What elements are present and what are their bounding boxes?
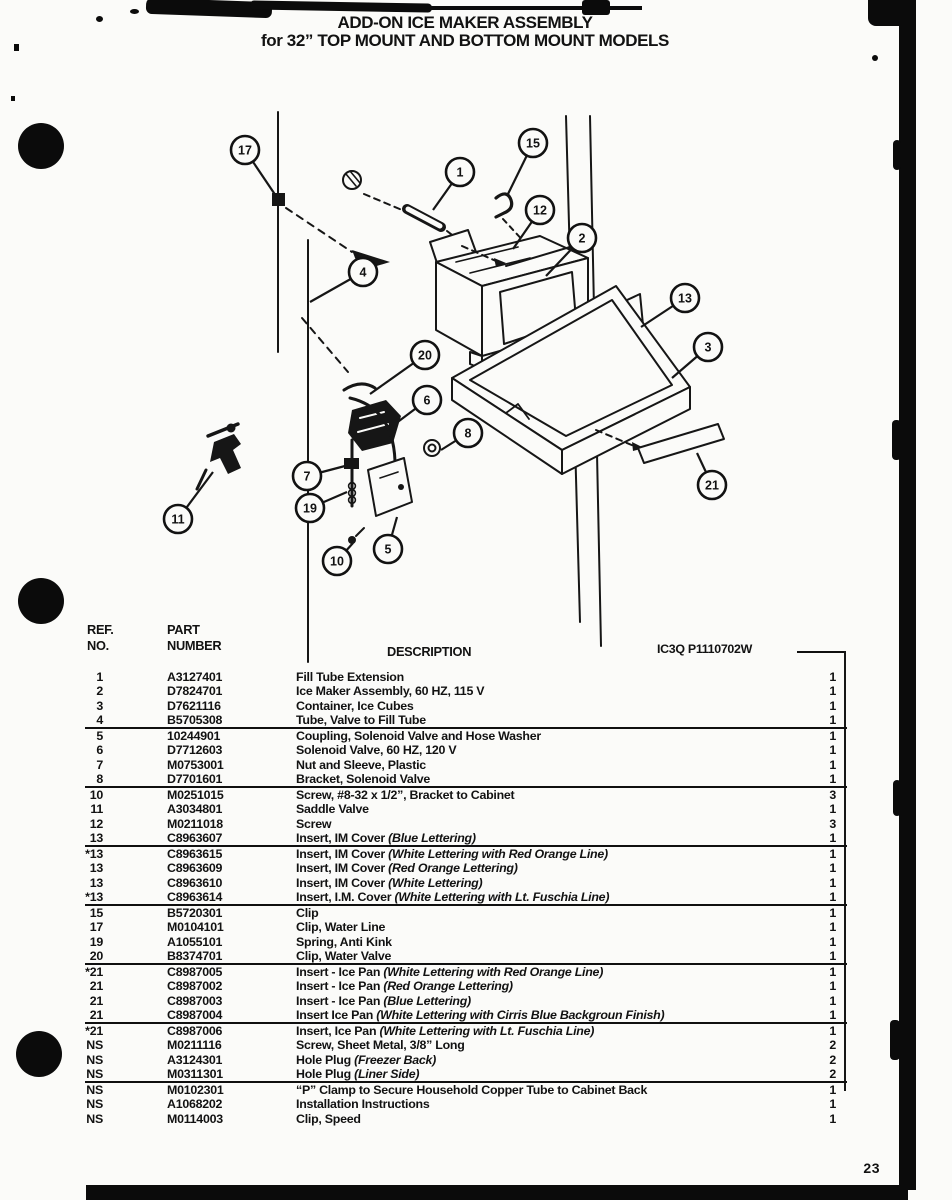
parts-group (85, 1022, 847, 1081)
quantity-cell: 1 (829, 993, 836, 1008)
part-number-cell: 10244901 (167, 729, 221, 743)
part-number-cell: C8987005 (167, 965, 223, 979)
description-cell (296, 861, 826, 875)
part-number-cell: M0211116 (167, 1038, 222, 1053)
ref-no-cell: 1 (96, 670, 103, 684)
quantity-cell: 1 (829, 698, 836, 713)
ref-no-cell: *13 (85, 889, 103, 904)
description-text: Saddle Valve (296, 802, 369, 817)
col-header-part: PART (167, 622, 200, 637)
description-text: Clip, Speed (296, 1111, 361, 1126)
col-header-ref2: NO. (87, 638, 109, 653)
description-cell (296, 847, 826, 861)
quantity-cell: 1 (829, 729, 836, 743)
quantity-cell: 1 (829, 670, 836, 684)
ref-no-cell: 15 (89, 906, 103, 920)
ref-no-cell: NS (86, 1038, 103, 1053)
description-variant-text: (White Lettering with Red Orange Line) (383, 965, 604, 979)
part-number-cell: A1068202 (167, 1097, 223, 1112)
description-cell (296, 699, 826, 713)
description-cell (296, 743, 826, 757)
description-cell (296, 1038, 826, 1052)
table-row (85, 1067, 847, 1081)
parts-rows (85, 670, 847, 1126)
table-row (85, 713, 847, 727)
callout-number-2: 2 (578, 231, 586, 246)
description-text: Clip, Water Line (296, 920, 386, 935)
description-cell (296, 890, 826, 904)
part-number-cell: A3124301 (167, 1052, 223, 1067)
ref-no-cell: NS (86, 1083, 103, 1097)
callout-number-13: 13 (678, 291, 692, 306)
part-number-cell: A3034801 (167, 802, 223, 817)
table-row (85, 920, 847, 934)
ref-no-cell: 21 (89, 979, 103, 994)
parts-group (85, 1081, 847, 1126)
description-cell (296, 1067, 826, 1081)
parts-group (85, 845, 847, 904)
description-text: Insert, I.M. Cover (296, 889, 395, 904)
callout-number-21: 21 (705, 478, 719, 493)
table-row (85, 699, 847, 713)
quantity-cell: 1 (829, 906, 836, 920)
table-row (85, 906, 847, 920)
description-cell (296, 713, 826, 727)
description-variant-text: (White Lettering) (388, 875, 483, 890)
table-row (85, 979, 847, 993)
callout-number-4: 4 (359, 265, 367, 280)
description-text: Tube, Valve to Fill Tube (296, 712, 426, 727)
table-row (85, 788, 847, 802)
quantity-cell: 1 (829, 847, 836, 861)
table-row (85, 861, 847, 875)
quantity-cell: 2 (829, 1052, 836, 1067)
ref-no-cell: NS (86, 1097, 103, 1112)
quantity-cell: 1 (829, 979, 836, 994)
part-number-cell: C8963609 (167, 861, 223, 876)
callout-number-1: 1 (456, 165, 464, 180)
description-text: Insert, IM Cover (296, 875, 389, 890)
description-text: Insert, Ice Pan (296, 1024, 380, 1038)
callout-number-5: 5 (384, 542, 392, 557)
description-cell (296, 758, 826, 772)
part-number-cell: D7701601 (167, 771, 223, 786)
description-text: Spring, Anti Kink (296, 934, 392, 949)
description-variant-text: (White Lettering with Lt. Fuschia Line) (394, 889, 610, 904)
quantity-cell: 1 (829, 948, 836, 963)
ref-no-cell: 2 (96, 684, 103, 699)
quantity-cell: 2 (829, 1066, 836, 1081)
callout-number-3: 3 (704, 340, 712, 355)
quantity-cell: 1 (829, 861, 836, 876)
description-text: Hole Plug (296, 1066, 355, 1081)
quantity-cell: 1 (829, 889, 836, 904)
callout-number-12: 12 (533, 203, 547, 218)
table-row (85, 831, 847, 845)
part-number-cell: M0211018 (167, 816, 223, 831)
description-cell (296, 729, 826, 743)
description-cell (296, 935, 826, 949)
parts-group (85, 963, 847, 1022)
description-cell (296, 817, 826, 831)
parts-group (85, 786, 847, 845)
part-number-cell: M0753001 (167, 757, 224, 772)
description-cell (296, 876, 826, 890)
table-row (85, 1008, 847, 1022)
description-variant-text: (Freezer Back) (354, 1052, 436, 1067)
ref-no-cell: 4 (96, 712, 103, 727)
table-row (85, 994, 847, 1008)
ref-no-cell: 3 (96, 698, 103, 713)
table-row (85, 1038, 847, 1052)
ref-no-cell: 21 (89, 1007, 103, 1022)
description-text: Insert - Ice Pan (296, 979, 384, 994)
callout-number-17: 17 (238, 143, 252, 158)
callout-number-6: 6 (423, 393, 431, 408)
description-cell (296, 1112, 826, 1126)
description-cell (296, 1008, 826, 1022)
description-cell (296, 1083, 826, 1097)
description-cell (296, 965, 826, 979)
table-row (85, 743, 847, 757)
table-row (85, 949, 847, 963)
quantity-cell: 1 (829, 830, 836, 845)
description-cell (296, 1024, 826, 1038)
quantity-cell: 1 (829, 1024, 836, 1038)
ref-no-cell: 6 (96, 743, 103, 758)
description-text: Container, Ice Cubes (296, 698, 414, 713)
parts-group (85, 727, 847, 786)
part-number-cell: C8987003 (167, 993, 223, 1008)
ref-no-cell: *13 (85, 847, 103, 861)
col-header-description: DESCRIPTION (387, 644, 472, 659)
table-row (85, 1097, 847, 1111)
quantity-cell: 1 (829, 875, 836, 890)
description-cell (296, 788, 826, 802)
part-number-cell: C8963615 (167, 847, 223, 861)
description-cell (296, 670, 826, 684)
callout-number-20: 20 (418, 348, 432, 363)
parts-group (85, 670, 847, 727)
quantity-cell: 1 (829, 771, 836, 786)
table-row (85, 729, 847, 743)
ref-no-cell: 12 (89, 816, 103, 831)
part-number-cell: A1055101 (167, 934, 223, 949)
description-text: Insert, IM Cover (296, 830, 389, 845)
table-row (85, 935, 847, 949)
quantity-cell: 1 (829, 684, 836, 699)
model-number: IC3Q P1110702W (657, 642, 752, 656)
ref-no-cell: 7 (96, 757, 103, 772)
description-variant-text: (Blue Lettering) (383, 993, 471, 1008)
table-row (85, 965, 847, 979)
part-number-cell: M0114003 (167, 1111, 223, 1126)
description-cell (296, 949, 826, 963)
part-number-cell: A3127401 (167, 670, 223, 684)
col-header-ref: REF. (87, 622, 114, 637)
ref-no-cell: *21 (85, 1024, 103, 1038)
quantity-cell: 1 (829, 1097, 836, 1112)
table-row (85, 1083, 847, 1097)
table-row (85, 876, 847, 890)
part-number-cell: M0102301 (167, 1083, 224, 1097)
ref-no-cell: NS (86, 1066, 103, 1081)
part-number-cell: M0104101 (167, 920, 224, 935)
quantity-cell: 1 (829, 712, 836, 727)
ref-no-cell: 19 (89, 934, 103, 949)
page-title-line1: ADD-ON ICE MAKER ASSEMBLY (337, 13, 593, 32)
table-row (85, 670, 847, 684)
ref-no-cell: 5 (96, 729, 103, 743)
description-cell (296, 1053, 826, 1067)
part-number-cell: D7712603 (167, 743, 223, 758)
description-variant-text: (Red Orange Lettering) (383, 979, 513, 994)
table-row (85, 684, 847, 698)
description-cell (296, 920, 826, 934)
table-row (85, 817, 847, 831)
callout-number-19: 19 (303, 501, 317, 516)
description-variant-text: (Red Orange Lettering) (388, 861, 518, 876)
part-number-cell: B5720301 (167, 906, 223, 920)
quantity-cell: 1 (829, 802, 836, 817)
description-text: Screw (296, 816, 332, 831)
description-cell (296, 772, 826, 786)
description-text: Screw, Sheet Metal, 3/8” Long (296, 1038, 465, 1053)
ref-no-cell: 21 (89, 993, 103, 1008)
quantity-cell: 1 (829, 934, 836, 949)
quantity-cell: 1 (829, 1007, 836, 1022)
description-cell (296, 994, 826, 1008)
model-bracket-line (797, 651, 846, 653)
ref-no-cell: NS (86, 1052, 103, 1067)
quantity-cell: 1 (829, 1111, 836, 1126)
callout-number-10: 10 (330, 554, 344, 569)
ref-no-cell: 20 (89, 948, 103, 963)
part-number-cell: M0311301 (167, 1066, 223, 1081)
ref-no-cell: NS (86, 1111, 103, 1126)
table-row (85, 758, 847, 772)
description-text: Nut and Sleeve, Plastic (296, 757, 426, 772)
description-text: Insert, IM Cover (296, 861, 389, 876)
callout-number-8: 8 (464, 426, 472, 441)
description-variant-text: (White Lettering with Red Orange Line) (388, 847, 608, 861)
page-title-line2: for 32” TOP MOUNT AND BOTTOM MOUNT MODELS (261, 31, 669, 50)
description-text: Hole Plug (296, 1052, 355, 1067)
ref-no-cell: 17 (89, 920, 103, 935)
ref-no-cell: 13 (89, 861, 103, 876)
col-header-part2: NUMBER (167, 638, 222, 653)
page-number: 23 (863, 1160, 880, 1176)
quantity-cell: 3 (829, 788, 836, 802)
ref-no-cell: *21 (85, 965, 103, 979)
description-text: Clip, Water Valve (296, 948, 392, 963)
parts-group (85, 904, 847, 963)
description-text: Insert Ice Pan (296, 1007, 377, 1022)
part-number-cell: B8374701 (167, 948, 223, 963)
description-text: “P” Clamp to Secure Household Copper Tube to Cabinet Back (296, 1083, 648, 1097)
description-variant-text: (Blue Lettering) (388, 830, 476, 845)
part-number-cell: C8987004 (167, 1007, 223, 1022)
description-cell (296, 684, 826, 698)
description-variant-text: (White Lettering with Lt. Fuschia Line) (379, 1024, 595, 1038)
part-number-cell: D7621116 (167, 698, 221, 713)
description-text: Insert, IM Cover (296, 847, 389, 861)
part-number-cell: C8963614 (167, 889, 223, 904)
table-row (85, 1112, 847, 1126)
description-text: Ice Maker Assembly, 60 HZ, 115 V (296, 684, 485, 699)
description-text: Coupling, Solenoid Valve and Hose Washer (296, 729, 541, 743)
table-row (85, 1053, 847, 1067)
table-row (85, 1024, 847, 1038)
description-text: Screw, #8-32 x 1/2”, Bracket to Cabinet (296, 788, 515, 802)
ref-no-cell: 13 (89, 875, 103, 890)
description-cell (296, 1097, 826, 1111)
description-cell (296, 979, 826, 993)
quantity-cell: 1 (829, 920, 836, 935)
table-row (85, 890, 847, 904)
quantity-cell: 3 (829, 816, 836, 831)
callout-number-11: 11 (171, 512, 185, 527)
quantity-cell: 2 (829, 1038, 836, 1053)
ref-no-cell: 10 (89, 788, 103, 802)
callout-number-15: 15 (526, 136, 540, 151)
description-text: Insert - Ice Pan (296, 965, 384, 979)
table-row (85, 802, 847, 816)
description-text: Insert - Ice Pan (296, 993, 384, 1008)
description-text: Clip (296, 906, 319, 920)
ref-no-cell: 8 (96, 771, 103, 786)
quantity-cell: 1 (829, 965, 836, 979)
table-row (85, 772, 847, 786)
description-variant-text: (Liner Side) (354, 1066, 420, 1081)
ref-no-cell: 11 (90, 802, 103, 817)
part-number-cell: C8987002 (167, 979, 223, 994)
quantity-cell: 1 (829, 1083, 836, 1097)
description-text: Fill Tube Extension (296, 670, 404, 684)
description-text: Installation Instructions (296, 1097, 430, 1112)
part-number-cell: B5705308 (167, 712, 223, 727)
description-cell (296, 831, 826, 845)
description-cell (296, 906, 826, 920)
description-cell (296, 802, 826, 816)
part-number-cell: C8987006 (167, 1024, 223, 1038)
part-number-cell: M0251015 (167, 788, 224, 802)
quantity-cell: 1 (829, 757, 836, 772)
description-text: Solenoid Valve, 60 HZ, 120 V (296, 743, 457, 758)
ref-no-cell: 13 (89, 830, 103, 845)
description-variant-text: (White Lettering with Cirris Blue Backgroun Finish) (376, 1007, 665, 1022)
part-number-cell: C8963607 (167, 830, 223, 845)
part-number-cell: D7824701 (167, 684, 223, 699)
callout-number-7: 7 (303, 469, 311, 484)
part-number-cell: C8963610 (167, 875, 223, 890)
table-row (85, 847, 847, 861)
description-text: Bracket, Solenoid Valve (296, 771, 431, 786)
quantity-cell: 1 (829, 743, 836, 758)
